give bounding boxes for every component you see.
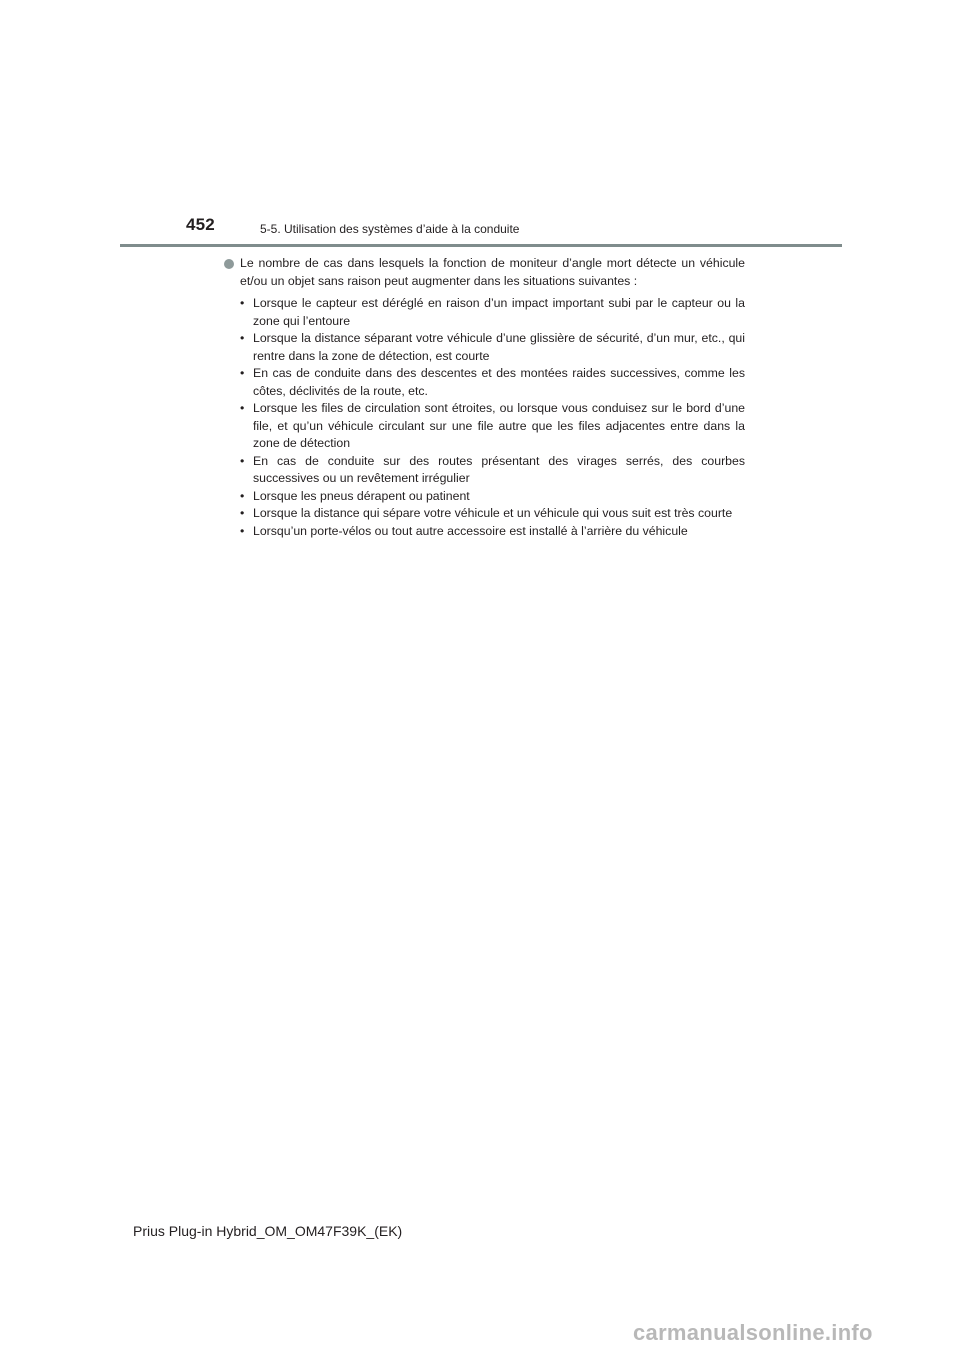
header-rule bbox=[120, 244, 842, 247]
circle-bullet-icon bbox=[224, 259, 234, 269]
bullet-dot-icon: • bbox=[240, 453, 245, 468]
list-item bbox=[240, 523, 745, 541]
list-item-text: Lorsque le capteur est déréglé en raison d’un impact important subi par le capteur ou la zone qui l’entoure bbox=[253, 296, 745, 328]
list-item-text: Lorsque les files de circulation sont étroites, ou lorsque vous conduisez sur le bord d’une file, et qu’un véhicule circulant sur une file autre que les files adjacentes entre dans la zone de détection bbox=[253, 401, 745, 450]
list-item-text: Lorsqu’un porte-vélos ou tout autre accessoire est installé à l’arrière du véhicule bbox=[253, 523, 688, 538]
main-bullet-item bbox=[224, 255, 745, 290]
intro-text: Le nombre de cas dans lesquels la fonction de moniteur d’angle mort détecte un véhicule et/ou un objet sans raison peut augmenter dans les situations suivantes : bbox=[240, 256, 745, 288]
list-item bbox=[240, 330, 745, 365]
watermark[interactable]: carmanualsonline.info bbox=[633, 1320, 873, 1345]
bullet-dot-icon: • bbox=[240, 331, 245, 345]
bullet-dot-icon: • bbox=[240, 523, 245, 538]
list-item bbox=[240, 505, 745, 523]
bullet-dot-icon: • bbox=[240, 296, 245, 310]
bullet-dot-icon: • bbox=[240, 506, 245, 520]
list-item bbox=[240, 488, 745, 506]
list-item bbox=[240, 453, 745, 488]
bullet-dot-icon: • bbox=[240, 488, 245, 503]
condition-list bbox=[224, 295, 745, 540]
section-title: 5-5. Utilisation des systèmes d’aide à la conduite bbox=[260, 222, 520, 236]
content-block bbox=[224, 255, 745, 540]
list-item-text: Lorsque la distance séparant votre véhicule d’une glissière de sécurité, d’un mur, etc., qui rentre dans la zone de détection, est courte bbox=[253, 331, 745, 363]
list-item-text: En cas de conduite sur des routes présentant des virages serrés, des courbes successives ou un revêtement irrégulier bbox=[253, 453, 745, 485]
bullet-dot-icon: • bbox=[240, 401, 245, 415]
list-item bbox=[240, 295, 745, 330]
list-item bbox=[240, 400, 745, 453]
bullet-dot-icon: • bbox=[240, 366, 245, 380]
footer-document-id: Prius Plug-in Hybrid_OM_OM47F39K_(EK) bbox=[133, 1223, 403, 1239]
list-item bbox=[240, 365, 745, 400]
page-number: 452 bbox=[186, 215, 215, 234]
list-item-text: Lorsque la distance qui sépare votre véhicule et un véhicule qui vous suit est très courte bbox=[253, 506, 733, 520]
list-item-text: En cas de conduite dans des descentes et des montées raides successives, comme les côtes, déclivités de la route, etc. bbox=[253, 366, 745, 398]
list-item-text: Lorsque les pneus dérapent ou patinent bbox=[253, 488, 470, 503]
